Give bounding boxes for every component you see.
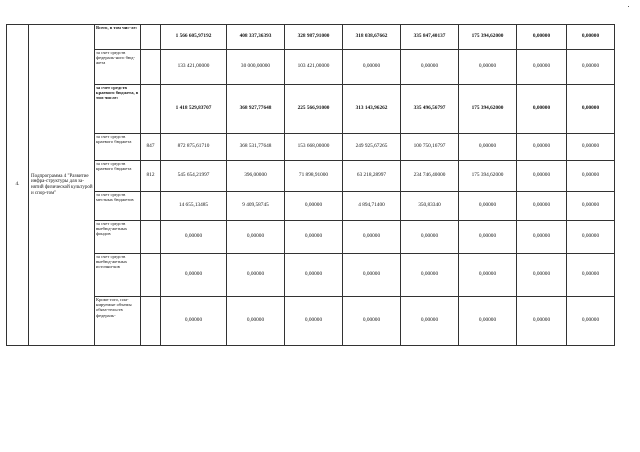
funding-source-cell: за счет средств внебюд-жетных фондов — [95, 221, 141, 254]
year-amount-cell: 0,00000 — [459, 254, 517, 297]
table-row — [7, 50, 615, 85]
table-row — [7, 192, 615, 221]
year-amount-cell: 0,00000 — [459, 221, 517, 254]
year-amount-cell: 408 337,36393 — [227, 25, 285, 50]
total-amount-cell: 133 421,00000 — [161, 50, 227, 85]
year-amount-cell: 0,00000 — [343, 254, 401, 297]
year-amount-cell: 4 894,71400 — [343, 192, 401, 221]
funding-source-cell: за счет средств местных бюджетов — [95, 192, 141, 221]
year-amount-cell: 63 218,28997 — [343, 161, 401, 192]
table-body — [7, 25, 615, 346]
year-amount-cell: 175 394,62000 — [459, 161, 517, 192]
total-amount-cell: 1 418 529,83707 — [161, 85, 227, 134]
funding-source-cell: за счет средств краевого бюджета, в том числе: — [95, 85, 141, 134]
funding-source-cell: за счет средств краевого бюджета — [95, 134, 141, 161]
year-amount-cell: 30 000,00000 — [227, 50, 285, 85]
budget-code-cell — [141, 192, 161, 221]
year-amount-cell: 0,00000 — [567, 85, 615, 134]
table-row — [7, 297, 615, 346]
year-amount-cell: 0,00000 — [401, 50, 459, 85]
year-amount-cell: 0,00000 — [459, 297, 517, 346]
year-amount-cell: 0,00000 — [459, 192, 517, 221]
year-amount-cell: 175 394,62000 — [459, 25, 517, 50]
year-amount-cell: 9 409,58745 — [227, 192, 285, 221]
year-amount-cell: 0,00000 — [401, 297, 459, 346]
budget-code-cell — [141, 254, 161, 297]
total-amount-cell: 0,00000 — [161, 221, 227, 254]
budget-code-cell — [141, 50, 161, 85]
total-amount-cell: 545 654,21997 — [161, 161, 227, 192]
year-amount-cell: 0,00000 — [517, 192, 567, 221]
year-amount-cell: 0,00000 — [567, 134, 615, 161]
year-amount-cell: 0,00000 — [517, 50, 567, 85]
table-row — [7, 221, 615, 254]
year-amount-cell: 0,00000 — [567, 161, 615, 192]
year-amount-cell: 0,00000 — [517, 134, 567, 161]
year-amount-cell: 0,00000 — [517, 221, 567, 254]
year-amount-cell: 0,00000 — [401, 254, 459, 297]
budget-code-cell — [141, 297, 161, 346]
funding-source-cell: за счет средств внебюд-жетных источни-ков — [95, 254, 141, 297]
year-amount-cell: 0,00000 — [567, 25, 615, 50]
year-amount-cell: 0,00000 — [517, 254, 567, 297]
funding-source-cell: Кроме того, пла-нируемые объемы обяза-тельств федераль- — [95, 297, 141, 346]
year-amount-cell: 0,00000 — [459, 50, 517, 85]
year-amount-cell: 318 038,67662 — [343, 25, 401, 50]
year-amount-cell: 0,00000 — [517, 161, 567, 192]
year-amount-cell: 0,00000 — [567, 192, 615, 221]
year-amount-cell: 0,00000 — [285, 297, 343, 346]
year-amount-cell: 0,00000 — [517, 297, 567, 346]
year-amount-cell: 313 143,96262 — [343, 85, 401, 134]
funding-source-cell: за счет средств федераль-ного бюд-жета — [95, 50, 141, 85]
year-amount-cell: 249 925,67265 — [343, 134, 401, 161]
year-amount-cell: 153 668,00000 — [285, 134, 343, 161]
total-amount-cell: 14 655,13485 — [161, 192, 227, 221]
funding-source-cell: Всего, в том чис-ле: — [95, 25, 141, 50]
year-amount-cell: 0,00000 — [517, 85, 567, 134]
year-amount-cell: 368 531,77648 — [227, 134, 285, 161]
year-amount-cell: 0,00000 — [567, 50, 615, 85]
year-amount-cell: 0,00000 — [567, 254, 615, 297]
year-amount-cell: 0,00000 — [517, 25, 567, 50]
budget-code-cell: 812 — [141, 161, 161, 192]
year-amount-cell: 335 847,40137 — [401, 25, 459, 50]
year-amount-cell: 0,00000 — [227, 254, 285, 297]
year-amount-cell: 234 746,40000 — [401, 161, 459, 192]
scan-speck — [628, 6, 629, 7]
funding-source-cell: за счет средств краевого бюджета — [95, 161, 141, 192]
year-amount-cell: 396,00000 — [227, 161, 285, 192]
budget-code-cell — [141, 221, 161, 254]
year-amount-cell: 103 421,00000 — [285, 50, 343, 85]
year-amount-cell: 0,00000 — [227, 221, 285, 254]
program-title-cell: Подпрограмма 4 "Развитие инфра-структуры для за-нятий физической культурой и спор-том" — [29, 25, 95, 346]
year-amount-cell: 328 987,91000 — [285, 25, 343, 50]
year-amount-cell: 0,00000 — [459, 134, 517, 161]
table-row — [7, 254, 615, 297]
year-amount-cell: 0,00000 — [343, 50, 401, 85]
total-amount-cell: 1 566 605,97192 — [161, 25, 227, 50]
budget-code-cell — [141, 25, 161, 50]
year-amount-cell: 0,00000 — [401, 221, 459, 254]
year-amount-cell: 0,00000 — [285, 221, 343, 254]
budget-table — [6, 24, 615, 346]
year-amount-cell: 0,00000 — [285, 254, 343, 297]
year-amount-cell: 71 898,91000 — [285, 161, 343, 192]
year-amount-cell: 368 927,77648 — [227, 85, 285, 134]
total-amount-cell: 0,00000 — [161, 254, 227, 297]
year-amount-cell: 0,00000 — [343, 297, 401, 346]
year-amount-cell: 350,83340 — [401, 192, 459, 221]
table-row — [7, 161, 615, 192]
year-amount-cell: 100 750,16797 — [401, 134, 459, 161]
row-number-cell: 4. — [7, 25, 29, 346]
budget-code-cell — [141, 85, 161, 134]
table-row — [7, 85, 615, 134]
year-amount-cell: 0,00000 — [567, 297, 615, 346]
total-amount-cell: 872 875,61710 — [161, 134, 227, 161]
total-amount-cell: 0,00000 — [161, 297, 227, 346]
year-amount-cell: 225 566,91000 — [285, 85, 343, 134]
year-amount-cell: 175 394,62000 — [459, 85, 517, 134]
year-amount-cell: 335 496,56797 — [401, 85, 459, 134]
table-row — [7, 25, 615, 50]
table-row — [7, 134, 615, 161]
budget-code-cell: 847 — [141, 134, 161, 161]
year-amount-cell: 0,00000 — [567, 221, 615, 254]
year-amount-cell: 0,00000 — [343, 221, 401, 254]
year-amount-cell: 0,00000 — [285, 192, 343, 221]
year-amount-cell: 0,00000 — [227, 297, 285, 346]
